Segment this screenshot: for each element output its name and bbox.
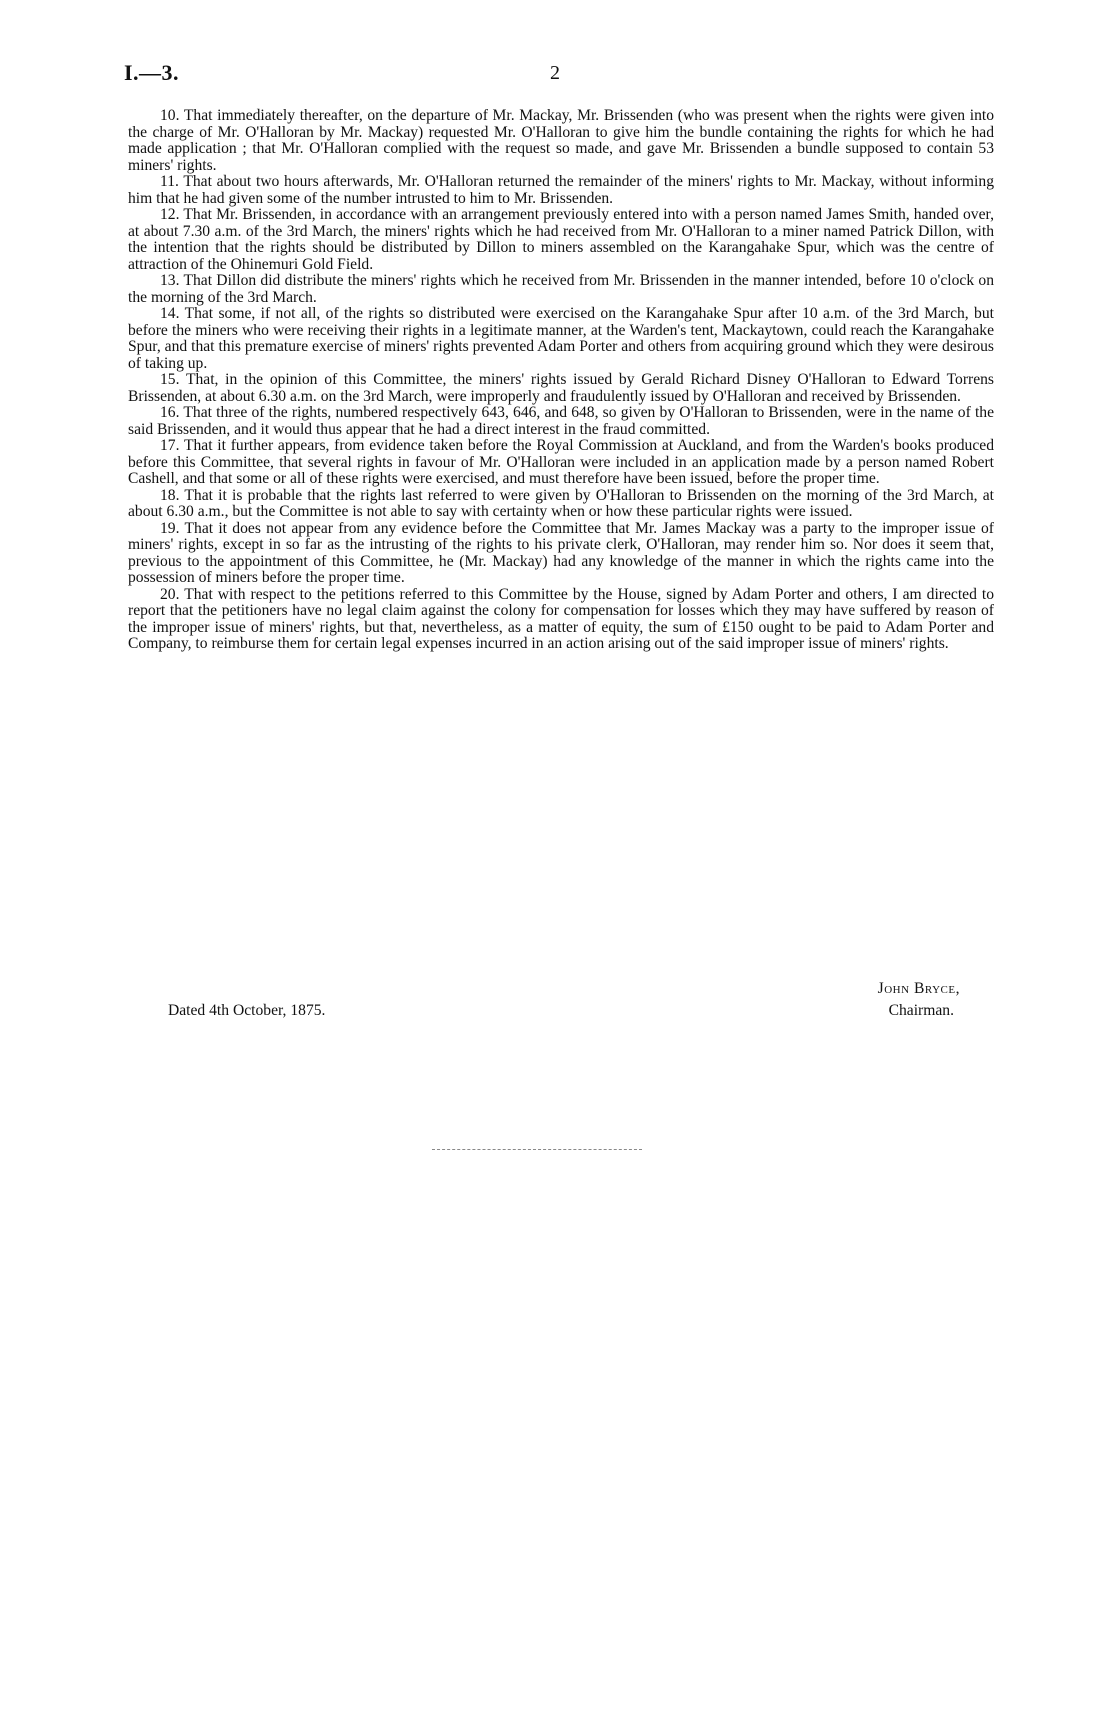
paragraph-20: 20. That with respect to the petitions referred to this Committee by the House, signed by Adam Porter and others, I am directed to report that the petitioners have no legal claim against the colony for compensation for losses which they may have suffered by reason of the improper issue of miners' rights, but that, nevertheless, as a matter of equity, the sum of £150 ought to be paid to Adam Porter and Company, to reimburse them for certain legal expenses incurred in an action arising out of the said improper issue of miners' rights. — [128, 585, 994, 652]
signer-name: John Bryce, — [877, 980, 960, 997]
paragraph-12: 12. That Mr. Brissenden, in accordance with an arrangement previously entered into with a person named James Smith, handed over, at about 7.30 a.m. of the 3rd March, the miners' rights which he had received from Mr. O'Halloran to a miner named Patrick Dillon, with the intention that the rights should be distributed by Dillon to miners assembled on the Karangahake Spur, which was the centre of attraction of the Ohinemuri Gold Field. — [128, 206, 994, 273]
signature-block — [128, 978, 994, 1038]
page-number: 2 — [550, 62, 560, 84]
paragraph-16: 16. That three of the rights, numbered respectively 643, 646, and 648, so given by O'Halloran to Brissenden, were in the name of the said Brissenden, and it would thus appear that he had a direct interest in the fraud committed. — [128, 404, 994, 438]
paragraph-17: 17. That it further appears, from evidence taken before the Royal Commission at Auckland, and from the Warden's books produced before this Committee, that several rights in favour of Mr. O'Halloran were included in an application made by a person named Robert Cashell, and that some or all of these rights were exercised, and must therefore have been issued, before the proper time. — [128, 437, 994, 487]
signer-role: Chairman. — [888, 1002, 954, 1019]
paragraph-18: 18. That it is probable that the rights last referred to were given by O'Halloran to Brissenden on the morning of the 3rd March, at about 6.30 a.m., but the Committee is not able to say with certainty when or how these particular rights were issued. — [128, 486, 994, 520]
paragraph-13: 13. That Dillon did distribute the miners' rights which he received from Mr. Brissenden in the manner intended, before 10 o'clock on the morning of the 3rd March. — [128, 272, 994, 306]
paragraph-11: 11. That about two hours afterwards, Mr. O'Halloran returned the remainder of the miners' rights to Mr. Mackay, without informing him that he had given some of the number intrusted to him to Mr. Brissenden. — [128, 173, 994, 207]
paragraph-10: 10. That immediately thereafter, on the departure of Mr. Mackay, Mr. Brissenden (who was present when the rights were given into the charge of Mr. O'Halloran by Mr. Mackay) requested Mr. O'Halloran to give him the bundle containing the rights for which he had made application ; that Mr. O'Halloran complied with the request so made, and gave Mr. Brissenden a bundle supposed to contain 53 miners' rights. — [128, 107, 994, 174]
document-reference: I.—3. — [124, 60, 180, 85]
date-line: Dated 4th October, 1875. — [168, 1002, 326, 1019]
closing-rule — [432, 1149, 642, 1150]
paragraph-14: 14. That some, if not all, of the rights so distributed were exercised on the Karangahake Spur after 10 a.m. of the 3rd March, but before the miners who were receiving their rights in a legitimate manner, at the Warden's tent, Mackaytown, could reach the Karangahake Spur, and that this premature exercise of miners' rights prevented Adam Porter and others from acquiring ground which they were desirous of taking up. — [128, 305, 994, 372]
paragraph-19: 19. That it does not appear from any evidence before the Committee that Mr. James Mackay was a party to the improper issue of miners' rights, except in so far as the intrusting of the rights to his private clerk, O'Halloran, may render him so. Nor does it seem that, previous to the appointment of this Committee, he (Mr. Mackay) had any knowledge of the manner in which the rights came into the possession of miners before the proper time. — [128, 519, 994, 586]
paragraph-15: 15. That, in the opinion of this Committee, the miners' rights issued by Gerald Richard Disney O'Halloran to Edward Torrens Brissenden, at about 6.30 a.m. on the 3rd March, were improperly and fraudulently issued by O'Halloran and received by Brissenden. — [128, 371, 994, 405]
report-body — [128, 108, 994, 653]
